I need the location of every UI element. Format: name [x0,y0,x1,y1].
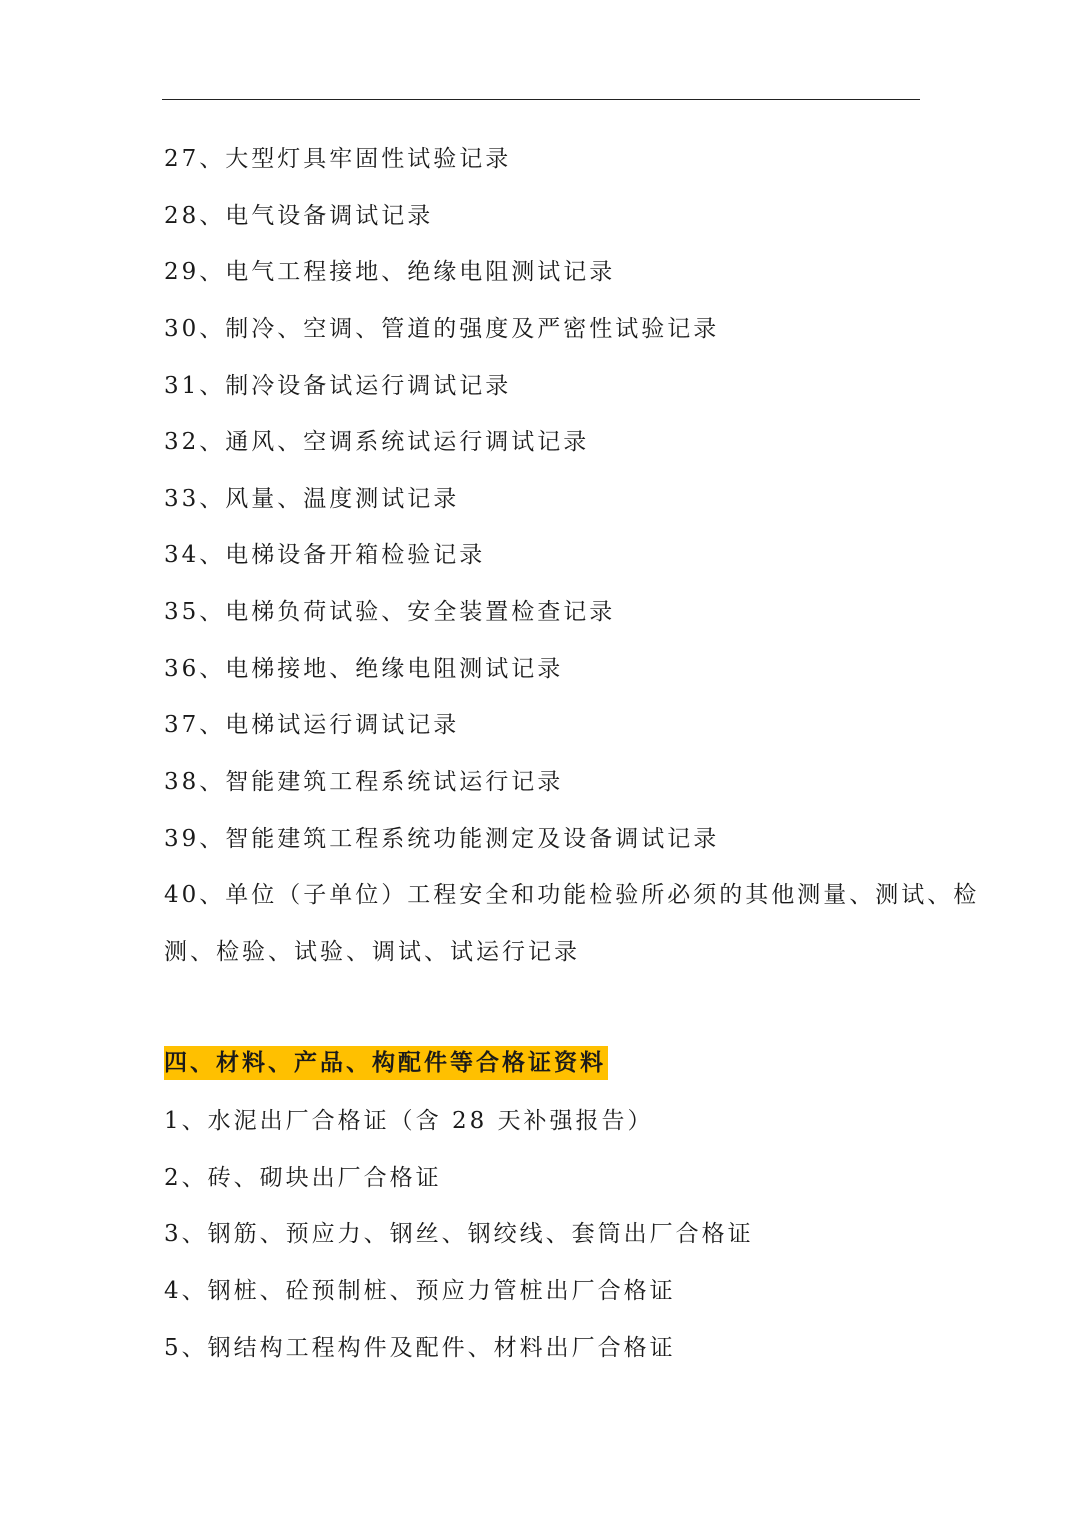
list-item: 2、砖、砌块出厂合格证 [164,1165,442,1191]
list-item: 36、电梯接地、绝缘电阻测试记录 [164,656,564,682]
list-item: 29、电气工程接地、绝缘电阻测试记录 [164,259,616,285]
section-heading: 四、材料、产品、构配件等合格证资料 [164,1046,608,1080]
list-item: 27、大型灯具牢固性试验记录 [164,146,512,172]
list-item: 34、电梯设备开箱检验记录 [164,542,486,568]
list-item: 40、单位（子单位）工程安全和功能检验所必须的其他测量、测试、检 [164,882,980,908]
list-item: 28、电气设备调试记录 [164,203,434,229]
list-item: 30、制冷、空调、管道的强度及严密性试验记录 [164,316,720,342]
list-item: 33、风量、温度测试记录 [164,486,460,512]
header-rule [162,99,920,100]
list-item: 4、钢桩、砼预制桩、预应力管桩出厂合格证 [164,1278,676,1304]
list-item: 35、电梯负荷试验、安全装置检查记录 [164,599,616,625]
list-item: 1、水泥出厂合格证（含 28 天补强报告） [164,1108,654,1134]
list-item: 3、钢筋、预应力、钢丝、钢绞线、套筒出厂合格证 [164,1221,754,1247]
list-item: 5、钢结构工程构件及配件、材料出厂合格证 [164,1335,676,1361]
list-item: 39、智能建筑工程系统功能测定及设备调试记录 [164,826,720,852]
list-item: 37、电梯试运行调试记录 [164,712,460,738]
list-item: 38、智能建筑工程系统试运行记录 [164,769,564,795]
list-item: 测、检验、试验、调试、试运行记录 [164,939,580,965]
list-item: 32、通风、空调系统试运行调试记录 [164,429,590,455]
list-item: 31、制冷设备试运行调试记录 [164,373,512,399]
